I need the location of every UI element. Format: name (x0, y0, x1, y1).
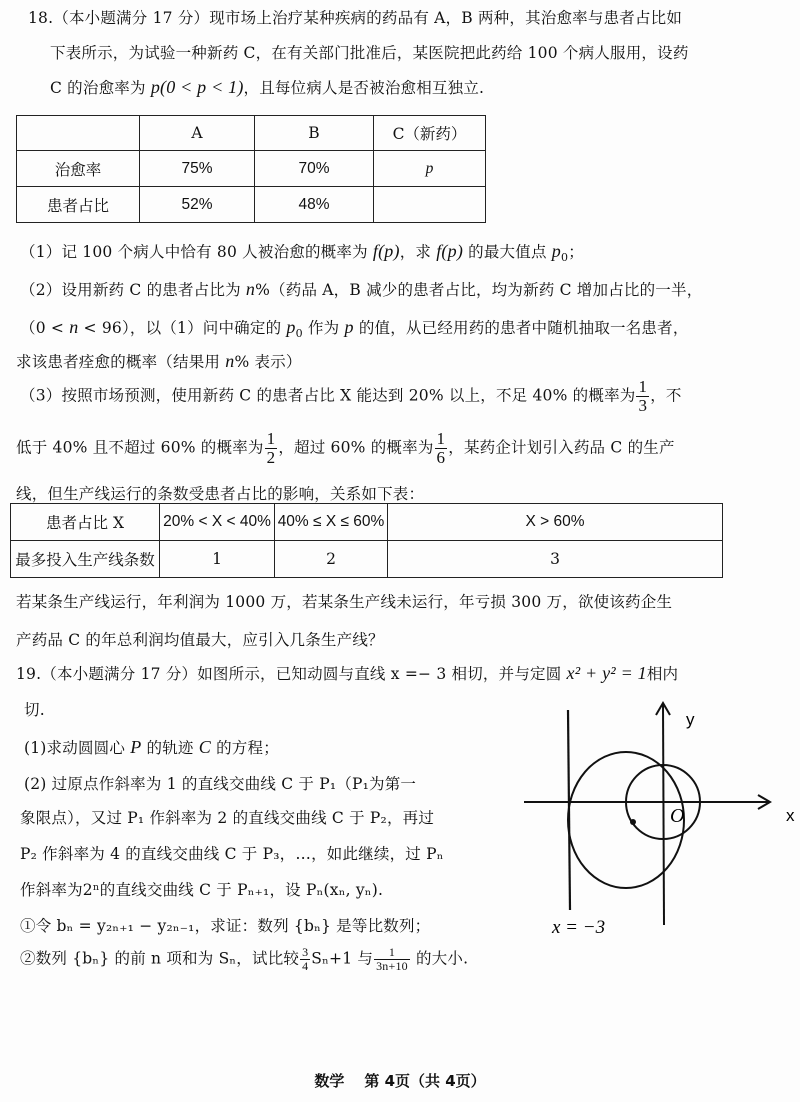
math: C (198, 737, 211, 757)
q18-line2: 下表所示，为试验一种新药 C，在有关部门批准后，某医院把此药给 100 个病人服用，设药 (50, 44, 689, 62)
math: n (245, 279, 256, 299)
q18-part3-line2 (16, 430, 675, 467)
subscript: 0 (295, 327, 303, 341)
q19-sub1: ①令 bₙ = y₂ₙ₊₁ − y₂ₙ₋₁，求证：数列 {bₙ} 是等比数列； (20, 917, 431, 935)
table-cell: B (255, 116, 374, 151)
center-point (630, 819, 636, 825)
q19-part2-line2: 象限点），又过 P₁ 作斜率为 2 的直线交曲线 C 于 P₂，再过 (20, 809, 435, 827)
line-label: x = −3 (552, 917, 606, 938)
table-cell: 75% (140, 151, 255, 187)
q18-line3-text-a: C 的治愈率为 (50, 79, 151, 97)
table-cell: X > 60% (388, 504, 723, 541)
text: % 表示） (234, 353, 302, 371)
q18-part1 (20, 240, 584, 264)
q18-part3-line3: 线，但生产线运行的条数受患者占比的影响，关系如下表： (16, 485, 425, 503)
numerator: 1 (638, 377, 648, 396)
math: p (286, 317, 296, 337)
numerator: 1 (436, 429, 446, 448)
text: 19.（本小题满分 17 分）如图所示，已知动圆与直线 x =− 3 相切，并与定圆 (16, 665, 567, 683)
fraction (265, 430, 278, 467)
math: p (551, 241, 561, 261)
text: (1)求动圆圆心 (24, 739, 131, 757)
page-number: 第 4页（共 4页） (364, 1072, 486, 1090)
text: 的方程； (210, 739, 279, 757)
text: （2）设用新药 C 的患者占比为 (20, 281, 246, 299)
table-cell: 70% (255, 151, 374, 187)
numerator: 1 (374, 946, 410, 960)
table-row (17, 151, 486, 187)
table-header-row (17, 116, 486, 151)
fraction (435, 430, 448, 467)
math: n (69, 317, 79, 337)
numerator: 3 (302, 945, 309, 959)
math: P (130, 737, 142, 757)
circle-diagram (520, 695, 800, 945)
q19-line2: 切. (24, 701, 45, 719)
table-cell: 48% (255, 187, 374, 223)
subject-label: 数学 (314, 1072, 345, 1090)
text: 作为 (302, 319, 345, 337)
denominator: 6 (436, 448, 446, 467)
origin-label: O (670, 805, 685, 827)
table-cell: 40% ≤ X ≤ 60% (275, 504, 388, 541)
production-line-table (10, 503, 723, 578)
table-cell: 患者占比 (17, 187, 140, 223)
fraction (636, 378, 649, 415)
text: < 96），以（1）问中确定的 (78, 319, 287, 337)
table-cell: C（新药） (374, 116, 486, 151)
table-cell: p (374, 151, 486, 187)
table-cell: 1 (160, 541, 275, 578)
math: x² + y² = 1 (566, 663, 647, 683)
text: 的大小. (410, 949, 469, 968)
denominator: 3n+10 (376, 959, 408, 973)
text: 低于 40% 且不超过 60% 的概率为 (16, 438, 264, 457)
moving-circle (568, 752, 684, 888)
table-cell: 最多投入生产线条数 (11, 541, 160, 578)
y-axis (663, 703, 664, 925)
q18-part2-line1 (20, 278, 702, 300)
q19-line1 (16, 662, 678, 684)
table-cell: 3 (388, 541, 723, 578)
text: （1）记 100 个病人中恰有 80 人被治愈的概率为 (20, 243, 373, 261)
text: ②数列 {bₙ} 的前 n 项和为 Sₙ，试比较 (20, 949, 300, 968)
table-row (17, 187, 486, 223)
math: p (344, 317, 354, 337)
table-cell: 治愈率 (17, 151, 140, 187)
q19-part2-line1: (2) 过原点作斜率为 1 的直线交曲线 C 于 P₁（P₁为第一 (24, 775, 417, 793)
cure-rate-table (16, 115, 486, 223)
fraction (300, 946, 310, 973)
text: ，不 (650, 386, 682, 405)
q19-part2-line3: P₂ 作斜率为 4 的直线交曲线 C 于 P₃，…，如此继续，过 Pₙ (20, 845, 444, 863)
text: （3）按照市场预测，使用新药 C 的患者占比 X 能达到 20% 以上，不足 40% 的概率为 (20, 386, 636, 405)
q18-part3-line1 (20, 378, 682, 415)
table-cell (374, 187, 486, 223)
page-footer (0, 1070, 800, 1091)
denominator: 4 (302, 959, 309, 973)
q18-line3 (50, 76, 484, 98)
q19-sub2 (20, 946, 468, 973)
q19-part2-line4: 作斜率为2ⁿ的直线交曲线 C 于 Pₙ₊₁，设 Pₙ(xₙ, yₙ). (20, 881, 384, 899)
fraction (374, 946, 410, 973)
text: 的轨迹 (141, 739, 199, 757)
math: f(p) (436, 241, 464, 261)
table-cell: 2 (275, 541, 388, 578)
table-row (11, 541, 723, 578)
text: ，超过 60% 的概率为 (278, 438, 434, 457)
text: （0 < (20, 319, 70, 337)
q18-after-line1: 若某条生产线运行，年利润为 1000 万，若某条生产线未运行，年亏损 300 万，欲使该药企生 (16, 593, 673, 611)
text: Sₙ+1 与 (311, 949, 374, 968)
table-cell: 患者占比 X (11, 504, 160, 541)
y-axis-label: y (686, 710, 695, 729)
subscript: 0 (561, 251, 569, 265)
denominator: 2 (266, 448, 276, 467)
numerator: 1 (266, 429, 276, 448)
q18-after-line2: 产药品 C 的年总利润均值最大，应引入几条生产线？ (16, 631, 384, 649)
table-cell: 20% < X < 40% (160, 504, 275, 541)
text: %（药品 A，B 减少的患者占比，均为新药 C 增加占比的一半， (255, 281, 703, 299)
table-cell: A (140, 116, 255, 151)
q18-line1: 18.（本小题满分 17 分）现市场上治疗某种疾病的药品有 A，B 两种，其治愈率与患者占比如 (28, 9, 683, 27)
math: f(p) (372, 241, 400, 261)
table-row (11, 504, 723, 541)
math: n (225, 351, 235, 371)
text: 求该患者痊愈的概率（结果用 (16, 353, 226, 371)
text: ； (568, 243, 584, 261)
denominator: 3 (638, 396, 648, 415)
q18-line3-math: p(0 < p < 1) (150, 77, 244, 97)
table-cell: 52% (140, 187, 255, 223)
q18-part2-line2 (20, 316, 689, 340)
x-axis-label: x (786, 806, 795, 825)
text: 的值，从已经用药的患者中随机抽取一名患者， (353, 319, 689, 337)
text: ，某药企计划引入药品 C 的生产 (448, 438, 675, 457)
q18-part2-line3 (16, 350, 302, 372)
text: 的最大值点 (463, 243, 552, 261)
table-cell (17, 116, 140, 151)
text: 相内 (646, 665, 679, 683)
q19-part1 (24, 736, 279, 758)
q18-line3-text-b: ，且每位病人是否被治愈相互独立. (243, 79, 485, 97)
text: ，求 (399, 243, 437, 261)
